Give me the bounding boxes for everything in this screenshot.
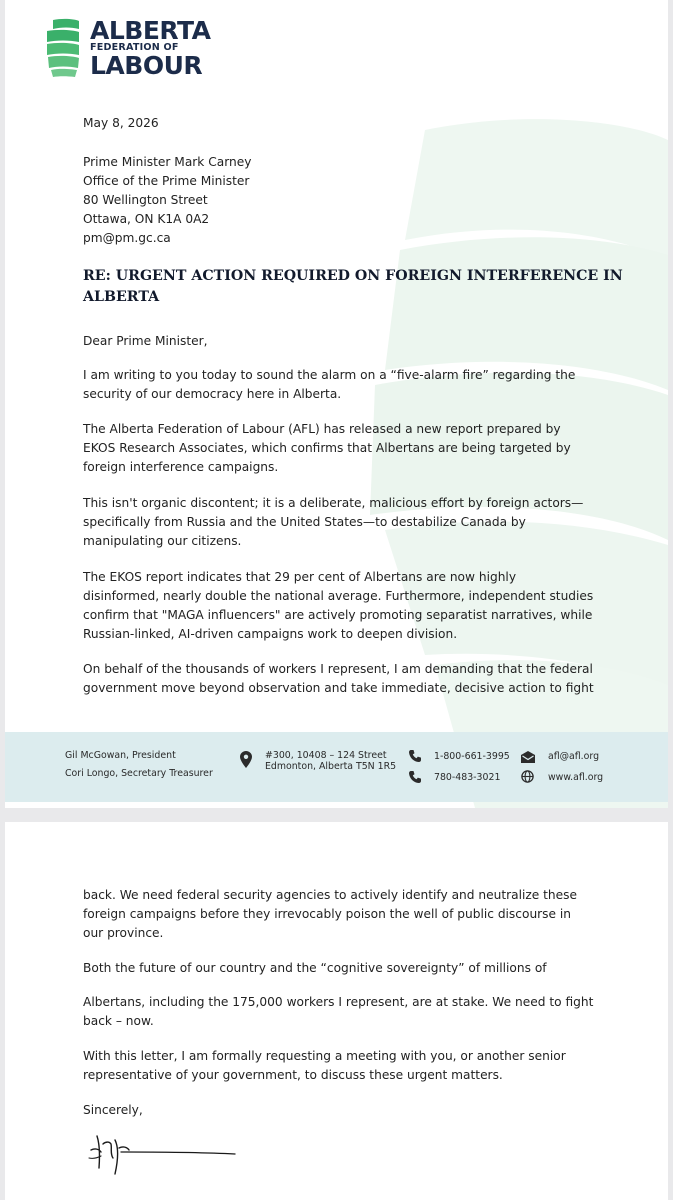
footer-president: Gil McGowan, President (65, 750, 176, 761)
letter-page-1 (5, 0, 668, 808)
recipient-city: Ottawa, ON K1A 0A2 (83, 212, 210, 226)
email-icon (521, 751, 535, 763)
body-line: government move beyond observation and take immediate, decisive action to fight (83, 681, 594, 695)
body-line: On behalf of the thousands of workers I represent, I am demanding that the federal (83, 662, 593, 676)
logo-text-labour: LABOUR (90, 51, 203, 80)
footer-address-line1: #300, 10408 – 124 Street (265, 750, 387, 761)
body-line: Russian-linked, AI-driven campaigns work to deepen division. (83, 627, 458, 641)
body-line: foreign campaigns before they irrevocably poison the well of public discourse in (83, 907, 572, 921)
recipient-email: pm@pm.gc.ca (83, 231, 171, 245)
footer-phone-tollfree[interactable]: 1-800-661-3995 (434, 751, 510, 762)
logo-leaf-icon (45, 18, 85, 80)
body-line: confirm that "MAGA influencers" are actively promoting separatist narratives, while (83, 608, 593, 622)
body-line: back. We need federal security agencies to actively identify and neutralize these (83, 888, 577, 902)
letter-date: May 8, 2026 (83, 116, 159, 130)
phone-icon (408, 770, 422, 784)
letter-page-2 (5, 822, 668, 1200)
logo-text-federation: FEDERATION OF (90, 42, 179, 53)
subject-line-1: RE: URGENT ACTION REQUIRED ON FOREIGN INTERFERENCE IN (83, 268, 623, 284)
phone-icon (408, 749, 422, 763)
body-line: manipulating our citizens. (83, 534, 242, 548)
globe-icon (521, 770, 534, 783)
footer-email[interactable]: afl@afl.org (548, 751, 600, 762)
logo-text-alberta: ALBERTA (90, 16, 211, 45)
footer-treasurer: Cori Longo, Secretary Treasurer (65, 768, 213, 779)
body-line: The Alberta Federation of Labour (AFL) has released a new report prepared by (83, 422, 561, 436)
recipient-street: 80 Wellington Street (83, 193, 208, 207)
body-line: foreign interference campaigns. (83, 460, 279, 474)
footer-address-line2: Edmonton, Alberta T5N 1R5 (265, 761, 397, 772)
body-line: Both the future of our country and the “cognitive sovereignty” of millions of (83, 961, 547, 975)
recipient-office: Office of the Prime Minister (83, 174, 250, 188)
footer-phone-local[interactable]: 780-483-3021 (434, 772, 501, 783)
body-line: back – now. (83, 1014, 154, 1028)
body-line: The EKOS report indicates that 29 per cent of Albertans are now highly (83, 570, 517, 584)
body-line: With this letter, I am formally requesting a meeting with you, or another senior (83, 1049, 566, 1063)
closing: Sincerely, (83, 1103, 143, 1117)
body-line: I am writing to you today to sound the alarm on a “five-alarm fire” regarding the (83, 368, 576, 382)
body-line: EKOS Research Associates, which confirms that Albertans are being targeted by (83, 441, 571, 455)
salutation: Dear Prime Minister, (83, 334, 208, 348)
recipient-name: Prime Minister Mark Carney (83, 155, 252, 169)
subject-line-2: ALBERTA (83, 289, 160, 305)
handwritten-signature (85, 1128, 245, 1184)
footer-website[interactable]: www.afl.org (548, 772, 604, 783)
body-line: disinformed, nearly double the national average. Furthermore, independent studies (83, 589, 594, 603)
location-pin-icon (240, 751, 252, 769)
body-line: our province. (83, 926, 164, 940)
body-line: Albertans, including the 175,000 workers I represent, are at stake. We need to fight (83, 995, 594, 1009)
letterhead-footer (5, 732, 668, 802)
afl-logo (45, 16, 211, 80)
body-line: security of our democracy here in Alberta. (83, 387, 342, 401)
body-line: specifically from Russia and the United States—to destabilize Canada by (83, 515, 526, 529)
body-line: representative of your government, to discuss these urgent matters. (83, 1068, 503, 1082)
body-line: This isn't organic discontent; it is a deliberate, malicious effort by foreign actors— (83, 496, 584, 510)
subject-line (83, 266, 623, 308)
